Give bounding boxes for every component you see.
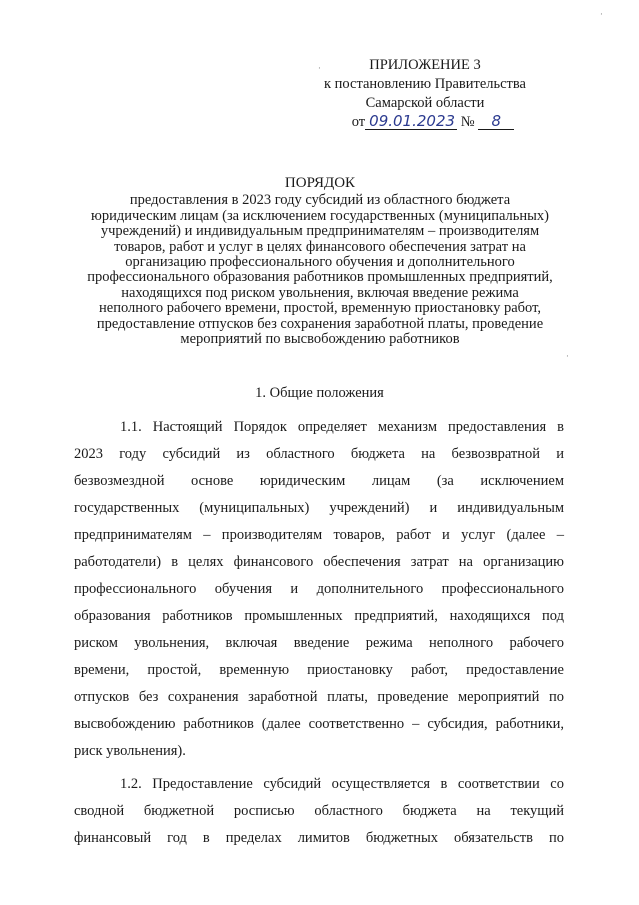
order-title-block bbox=[60, 176, 580, 347]
order-line: находящихся под риском увольнения, включая введение режима bbox=[121, 284, 519, 301]
number-prefix: № bbox=[460, 114, 475, 130]
order-line: неполного рабочего времени, простой, временную приостановку работ, bbox=[99, 300, 541, 317]
order-line: предоставление отпусков без сохранения заработной платы, проведение bbox=[96, 315, 544, 332]
order-line: профессионального образования работников промышленных предприятий, bbox=[87, 269, 553, 286]
paragraph-line: высвобождению работников (далее соответственно – субсидия, работники, bbox=[74, 716, 564, 732]
paragraph-line: работодатели) в целях финансового обеспечения затрат на организацию bbox=[74, 554, 564, 570]
scan-speck: · bbox=[566, 352, 569, 362]
order-line: предоставления в 2023 году субсидий из областного бюджета bbox=[129, 192, 511, 209]
order-line: мероприятий по высвобождению работников bbox=[180, 331, 460, 348]
scan-speck: · bbox=[600, 10, 603, 20]
section-heading: 1. Общие положения bbox=[255, 385, 384, 401]
paragraph-line: безвозмездной основе юридическим лицам (за исключением bbox=[74, 473, 564, 489]
appendix-title: ПРИЛОЖЕНИЕ 3 bbox=[369, 57, 481, 73]
order-title: ПОРЯДОК bbox=[284, 175, 356, 191]
paragraph-line: 1.2. Предоставление субсидий осуществляется в соответствии со bbox=[120, 776, 564, 792]
handwritten-number: 8 bbox=[478, 113, 514, 130]
handwritten-date: 09.01.2023 bbox=[365, 113, 457, 130]
appendix-line-1: к постановлению Правительства bbox=[324, 76, 526, 92]
paragraph-line: образования работников промышленных предприятий, находящихся под bbox=[74, 608, 564, 624]
paragraph-line: времени, простой, временную приостановку работ, предоставление bbox=[74, 662, 564, 678]
scan-speck: · bbox=[318, 64, 321, 74]
paragraph-line: предпринимателям – производителям товаров, работ и услуг (далее – bbox=[74, 527, 564, 543]
paragraph-line: государственных (муниципальных) учреждений) и индивидуальным bbox=[74, 500, 564, 516]
paragraph-line: 1.1. Настоящий Порядок определяет механизм предоставления в bbox=[120, 419, 564, 435]
appendix-line-2: Самарской области bbox=[365, 95, 485, 111]
order-line: юридическим лицам (за исключением государственных (муниципальных) bbox=[91, 207, 549, 224]
date-prefix: от bbox=[351, 114, 366, 130]
paragraph-last-line: риск увольнения). bbox=[74, 743, 186, 759]
paragraph-line: риском увольнения, включая введение режима неполного рабочего bbox=[74, 635, 564, 651]
body-text bbox=[74, 414, 564, 852]
appendix-date-row bbox=[308, 113, 558, 132]
paragraph-line: профессионального обучения и дополнительного профессионального bbox=[74, 581, 564, 597]
appendix-header bbox=[300, 56, 550, 132]
paragraph-line: финансовый год в пределах лимитов бюджетных обязательств по bbox=[74, 830, 564, 846]
paragraph-line: 2023 году субсидий из областного бюджета на безвозвратной и bbox=[74, 446, 564, 462]
order-line: организацию профессионального обучения и дополнительного bbox=[125, 254, 515, 271]
paragraph-line: отпусков без сохранения заработной платы, проведение мероприятий по bbox=[74, 689, 564, 705]
order-line: учреждений) и индивидуальным предпринимателям – производителям bbox=[100, 223, 540, 240]
paragraph-line: сводной бюджетной росписью областного бюджета на текущий bbox=[74, 803, 564, 819]
order-line: товаров, работ и услуг в целях финансового обеспечения затрат на bbox=[114, 238, 526, 255]
